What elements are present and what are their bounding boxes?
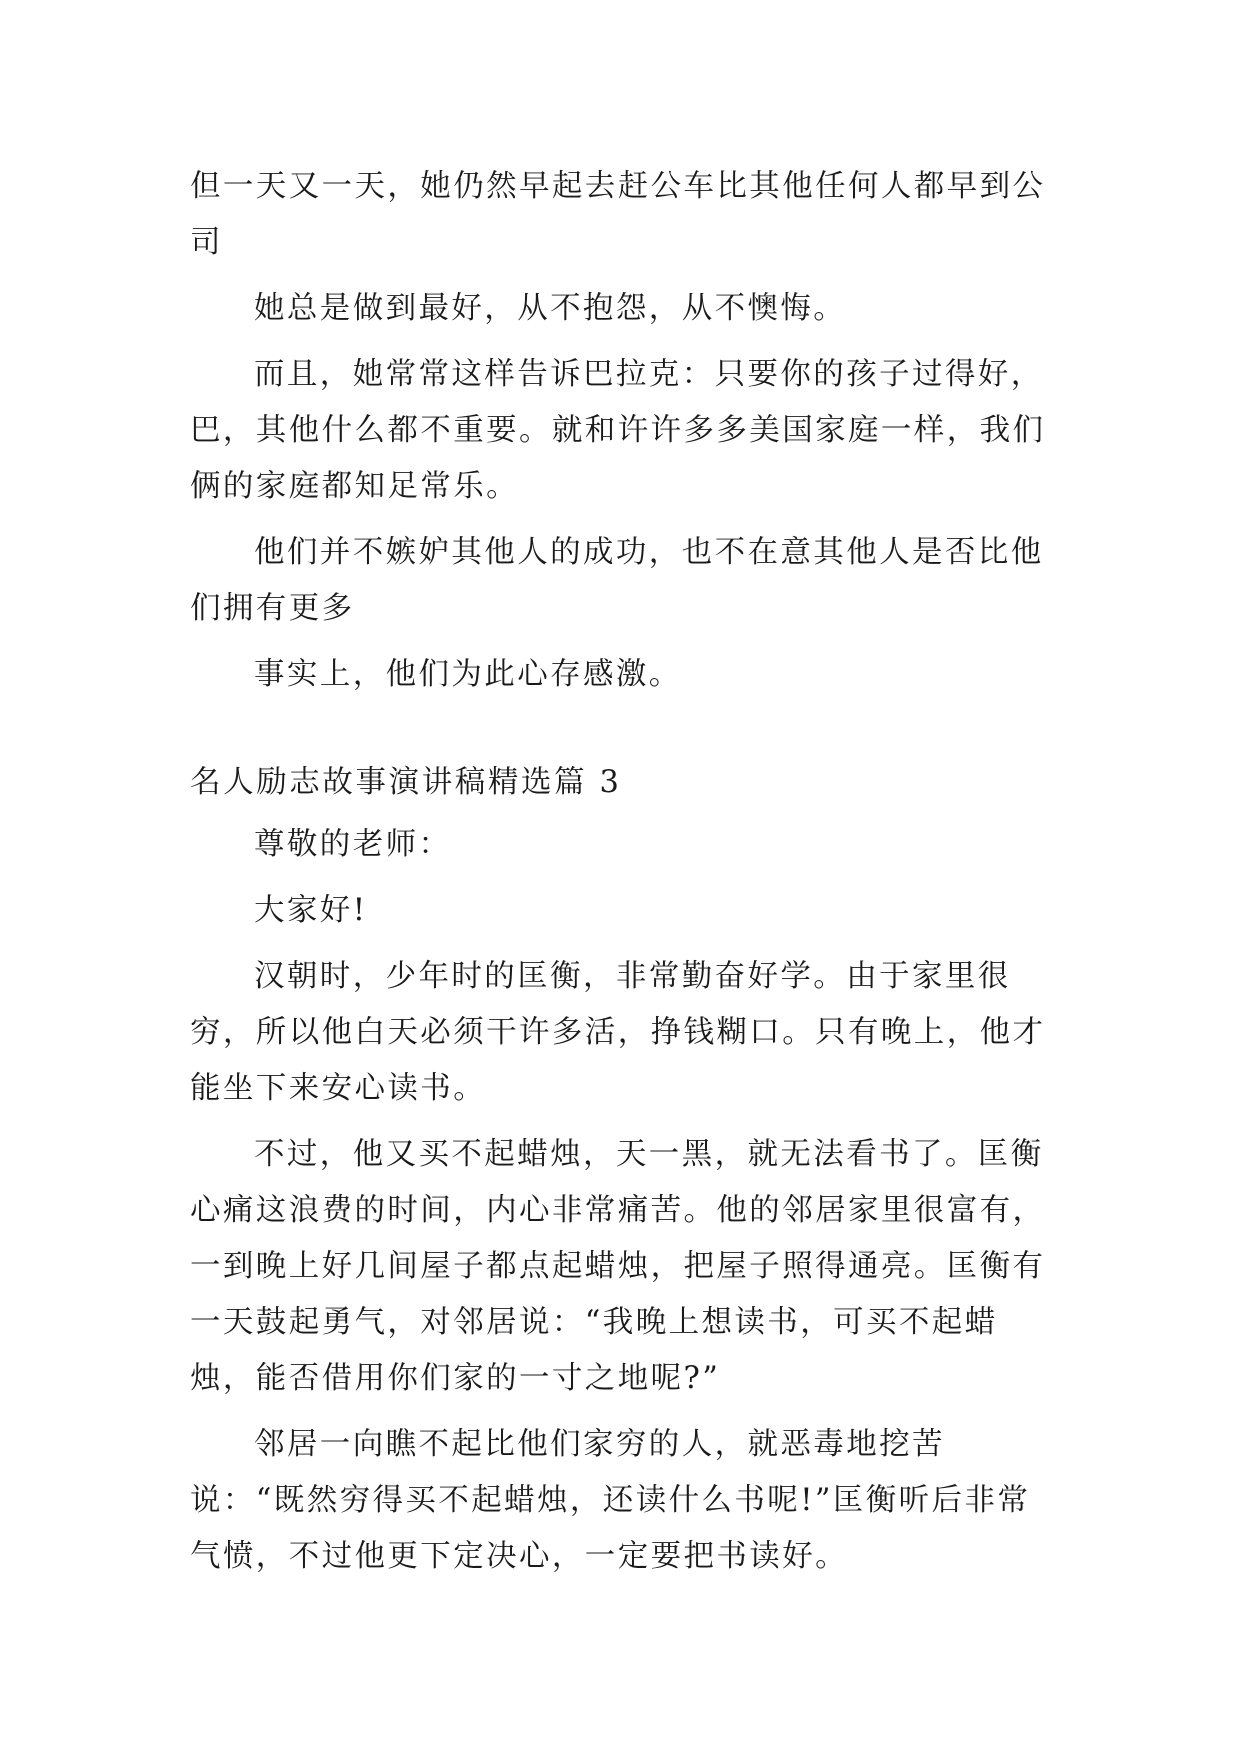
section-heading: 名人励志故事演讲稿精选篇 3	[190, 765, 622, 800]
paragraph: 但一天又一天，她仍然早起去赶公车比其他任何人都早到公司	[190, 169, 1046, 260]
paragraph: 不过，他又买不起蜡烛，天一黑，就无法看书了。匡衡心痛这浪费的时间，内心非常痛苦。他的邻居家里很富有，一到晚上好几间屋子都点起蜡烛，把屋子照得通亮。匡衡有一天鼓起勇气，对邻居说：“我晚上想读书，可买不起蜡烛，能否借用你们家的一寸之地呢?”	[190, 1137, 1046, 1396]
paragraph: 事实上，他们为此心存感激。	[254, 657, 682, 692]
salutation: 尊敬的老师：	[254, 827, 452, 862]
document-body	[190, 159, 1060, 1595]
paragraph: 而且，她常常这样告诉巴拉克：只要你的孩子过得好，巴，其他什么都不重要。就和许许多多美国家庭一样，我们俩的家庭都知足常乐。	[190, 357, 1046, 504]
greeting: 大家好!	[254, 893, 368, 928]
paragraph: 邻居一向瞧不起比他们家穷的人，就恶毒地挖苦说：“既然穷得买不起蜡烛，还读什么书呢!”匡衡听后非常气愤，不过他更下定决心，一定要把书读好。	[190, 1427, 1031, 1574]
paragraph: 她总是做到最好，从不抱怨，从不懊悔。	[254, 291, 847, 326]
paragraph: 他们并不嫉妒其他人的成功，也不在意其他人是否比他们拥有更多	[190, 535, 1044, 626]
paragraph: 汉朝时，少年时的匡衡，非常勤奋好学。由于家里很穷，所以他白天必须干许多活，挣钱糊口。只有晚上，他才能坐下来安心读书。	[190, 959, 1046, 1106]
